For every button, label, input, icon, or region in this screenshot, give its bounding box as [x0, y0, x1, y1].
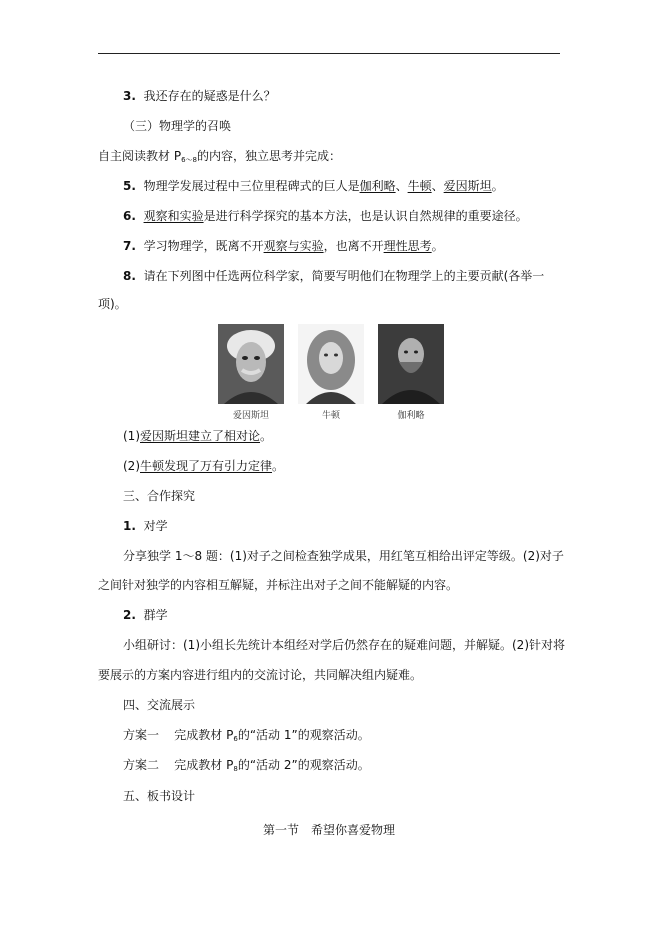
answer-blank: 理性思考 — [383, 239, 432, 253]
question-5: 5. 物理学发展过程中三位里程碑式的巨人是伽利略、牛顿、爱因斯坦。 — [123, 179, 504, 193]
answer-1: (1)爱因斯坦建立了相对论。 — [123, 429, 273, 443]
section-show-heading: 四、交流展示 — [123, 698, 196, 712]
plan-1: 方案一 完成教材 $P_6$的“活动 1”的观察活动。 — [123, 728, 370, 743]
header-rule — [98, 53, 560, 54]
einstein-portrait — [218, 324, 284, 404]
read-intro: 自主阅读教材 $P_{6\sim 8}$的内容，独立思考并完成： — [98, 149, 341, 164]
question-7: 7. 学习物理学，既离不开观察与实验，也离不开理性思考。 — [123, 239, 444, 253]
duixue-heading: 1. 对学 — [123, 519, 168, 533]
answer-2: (2)牛顿发现了万有引力定律。 — [123, 459, 285, 473]
galileo-portrait — [378, 324, 444, 404]
caption-galileo: 伽利略 — [397, 411, 425, 421]
caption-newton: 牛顿 — [321, 411, 340, 421]
answer-blank: 爱因斯坦 — [443, 179, 492, 193]
qunxue-heading: 2. 群学 — [123, 608, 168, 622]
section-coop-heading: 三、合作探究 — [123, 489, 196, 503]
duixue-body-2: 之间针对独学的内容相互解疑，并标注出对子之间不能解疑的内容。 — [98, 578, 459, 592]
qunxue-body-1: 小组研讨：(1)小组长先统计本组经对学后仍然存在的疑难问题，并解疑。(2)针对将 — [123, 638, 565, 652]
board-title: 第一节 希望你喜爱物理 — [262, 823, 395, 837]
question-6: 6. 观察和实验是进行科学探究的基本方法，也是认识自然规律的重要途径。 — [123, 209, 528, 223]
answer-blank: 牛顿 — [407, 179, 432, 193]
answer-blank: 观察和实验 — [143, 209, 204, 223]
answer-blank: 伽利略 — [359, 179, 396, 193]
question-text: 我还存在的疑惑是什么？ — [143, 89, 276, 103]
question-8-cont: 项)。 — [98, 297, 127, 311]
answer-blank: 观察与实验 — [263, 239, 324, 253]
qunxue-body-2: 要展示的方案内容进行组内的交流讨论，共同解决组内疑难。 — [98, 668, 423, 682]
newton-portrait — [298, 324, 364, 404]
question-8: 8. 请在下列图中任选两位科学家，简要写明他们在物理学上的主要贡献(各举一 — [123, 269, 545, 283]
section-board-heading: 五、板书设计 — [123, 789, 196, 803]
question-number: 3. — [123, 89, 136, 103]
scientist-portraits — [218, 324, 444, 422]
caption-einstein: 爱因斯坦 — [232, 411, 269, 421]
duixue-body-1: 分享独学 1～8 题：(1)对子之间检查独学成果，用红笔互相给出评定等级。(2)对子 — [123, 549, 564, 563]
section-call-heading: （三）物理学的召唤 — [123, 119, 232, 133]
plan-2: 方案二 完成教材 $P_8$的“活动 2”的观察活动。 — [123, 758, 370, 773]
question-3 — [123, 88, 276, 104]
